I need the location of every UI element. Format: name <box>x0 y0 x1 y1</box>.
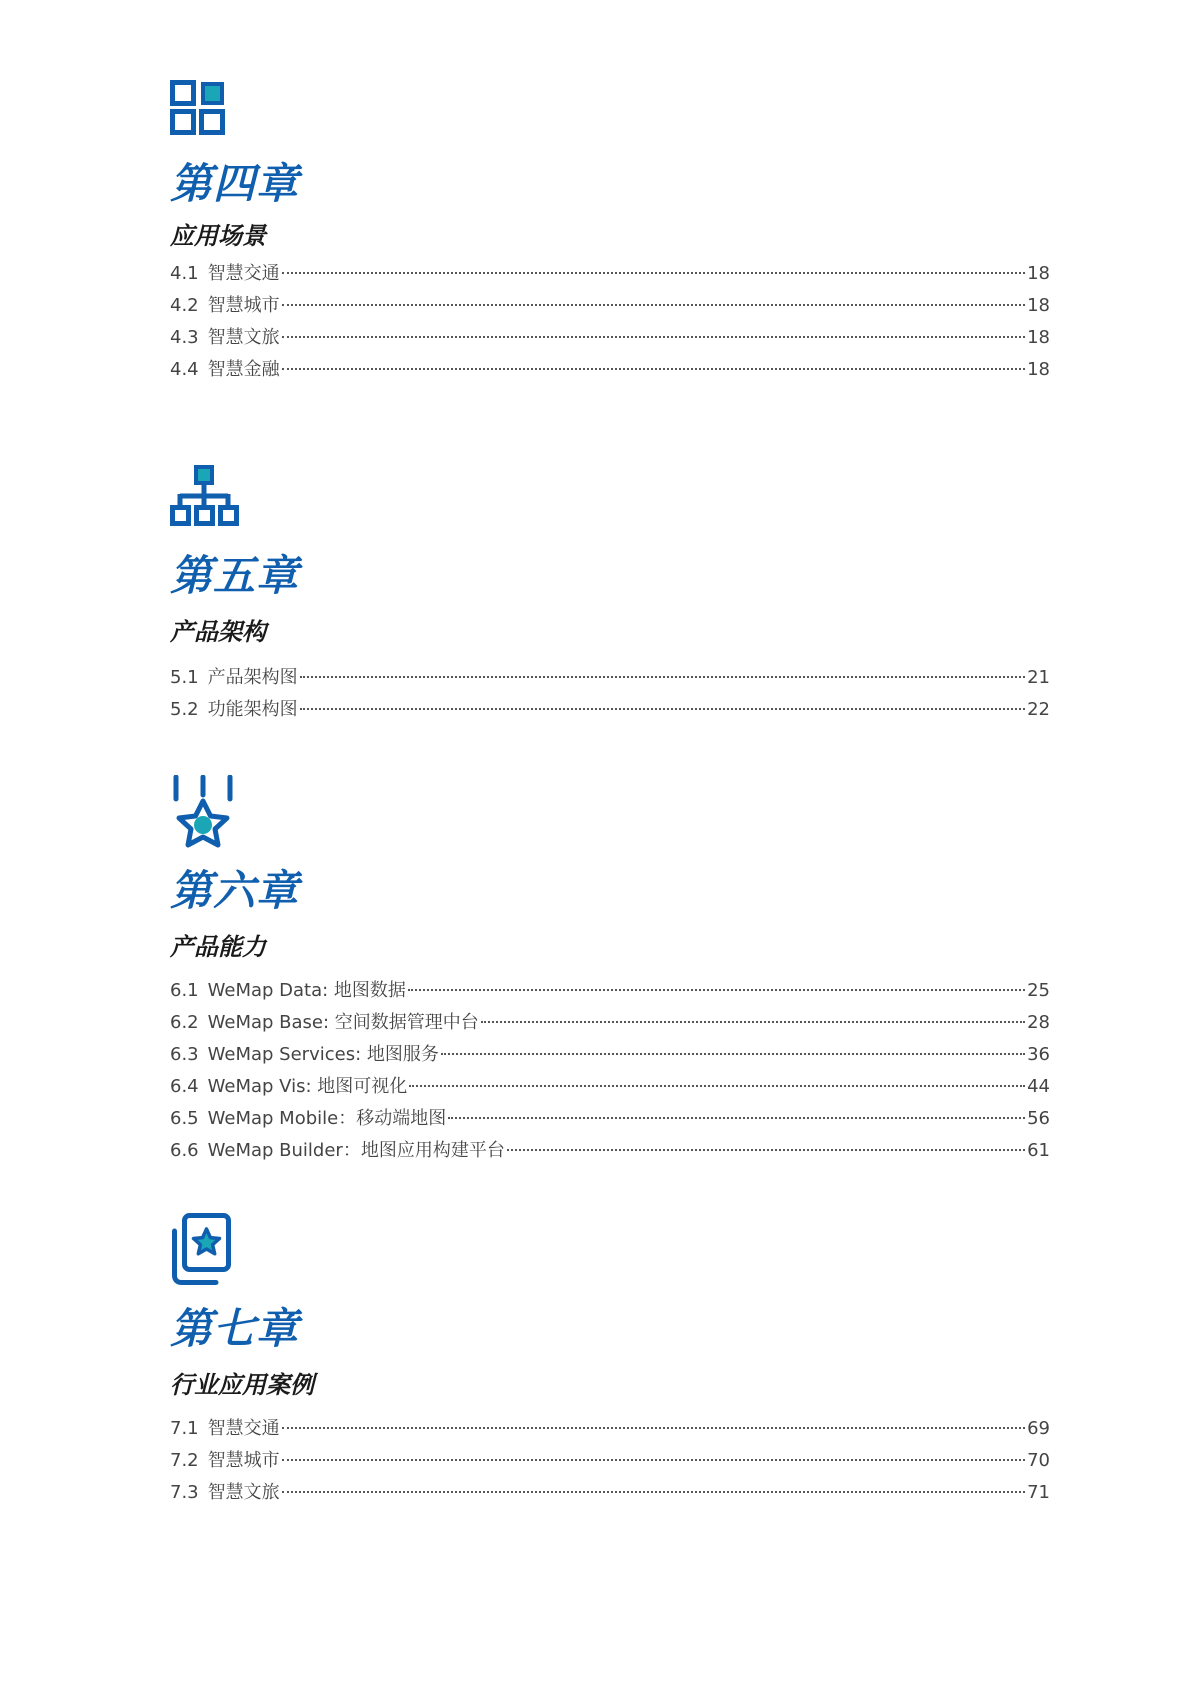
toc-list <box>170 1413 1050 1509</box>
toc-number: 6.5 <box>170 1108 199 1129</box>
toc-item[interactable] <box>170 975 1050 1007</box>
toc-item[interactable] <box>170 1039 1050 1071</box>
toc-number: 6.4 <box>170 1076 199 1097</box>
toc-number: 5.2 <box>170 699 199 720</box>
toc-label: 功能架构图 <box>207 699 298 720</box>
toc-leader-dots <box>282 1491 1025 1493</box>
toc-page-number: 36 <box>1027 1044 1050 1065</box>
toc-label: 智慧金融 <box>207 359 280 380</box>
toc-label: 智慧城市 <box>207 1450 280 1471</box>
star-card-icon <box>170 1213 232 1285</box>
toc-leader-dots <box>282 368 1025 370</box>
toc-leader-dots <box>300 708 1025 710</box>
toc-leader-dots <box>448 1117 1025 1119</box>
toc-page-number: 22 <box>1027 699 1050 720</box>
chapter-subtitle: 产品能力 <box>170 933 266 961</box>
toc-item[interactable] <box>170 694 1050 726</box>
toc-number: 4.1 <box>170 263 199 284</box>
toc-list <box>170 975 1050 1167</box>
toc-leader-dots <box>282 336 1025 338</box>
toc-item[interactable] <box>170 1135 1050 1167</box>
toc-leader-dots <box>408 989 1025 991</box>
toc-page-number: 21 <box>1027 667 1050 688</box>
toc-page-number: 44 <box>1027 1076 1050 1097</box>
toc-label: 产品架构图 <box>207 667 298 688</box>
toc-leader-dots <box>282 304 1025 306</box>
toc-item[interactable] <box>170 258 1050 290</box>
chapter-subtitle: 应用场景 <box>170 222 266 250</box>
chapter-title: 第七章 <box>170 1304 300 1353</box>
toc-label: WeMap Services: 地图服务 <box>207 1044 439 1065</box>
toc-list <box>170 662 1050 726</box>
toc-label: 智慧城市 <box>207 295 280 316</box>
chapter-subtitle: 产品架构 <box>170 618 266 646</box>
toc-item[interactable] <box>170 1103 1050 1135</box>
toc-item[interactable] <box>170 1477 1050 1509</box>
chapter-6 <box>170 775 1050 1167</box>
toc-label: WeMap Mobile：移动端地图 <box>207 1108 447 1129</box>
toc-label: 智慧交通 <box>207 1418 280 1439</box>
toc-number: 6.2 <box>170 1012 199 1033</box>
toc-item[interactable] <box>170 1007 1050 1039</box>
toc-number: 4.3 <box>170 327 199 348</box>
toc-label: 智慧文旅 <box>207 1482 280 1503</box>
toc-number: 6.6 <box>170 1140 199 1161</box>
chapter-title: 第六章 <box>170 866 300 915</box>
toc-item[interactable] <box>170 1413 1050 1445</box>
chapter-title: 第四章 <box>170 159 300 208</box>
toc-label: WeMap Vis: 地图可视化 <box>207 1076 408 1097</box>
toc-leader-dots <box>282 1459 1025 1461</box>
toc-number: 4.2 <box>170 295 199 316</box>
toc-leader-dots <box>481 1021 1025 1023</box>
toc-page-number: 61 <box>1027 1140 1050 1161</box>
toc-page-number: 56 <box>1027 1108 1050 1129</box>
toc-page-number: 69 <box>1027 1418 1050 1439</box>
toc-page-number: 18 <box>1027 359 1050 380</box>
toc-leader-dots <box>507 1149 1025 1151</box>
toc-page-number: 25 <box>1027 980 1050 1001</box>
toc-page-number: 71 <box>1027 1482 1050 1503</box>
toc-page-number: 18 <box>1027 327 1050 348</box>
chapter-7 <box>170 1213 1050 1509</box>
toc-leader-dots <box>300 676 1025 678</box>
toc-page-number: 18 <box>1027 295 1050 316</box>
toc-number: 7.2 <box>170 1450 199 1471</box>
toc-item[interactable] <box>170 662 1050 694</box>
toc-item[interactable] <box>170 1445 1050 1477</box>
toc-leader-dots <box>282 1427 1025 1429</box>
toc-label: WeMap Data: 地图数据 <box>207 980 406 1001</box>
toc-item[interactable] <box>170 290 1050 322</box>
chapter-5 <box>170 462 1050 726</box>
toc-page-number: 70 <box>1027 1450 1050 1471</box>
toc-item[interactable] <box>170 354 1050 386</box>
toc-list <box>170 258 1050 386</box>
chapter-4 <box>170 80 1050 386</box>
toc-page-number: 18 <box>1027 263 1050 284</box>
toc-item[interactable] <box>170 322 1050 354</box>
toc-number: 5.1 <box>170 667 199 688</box>
chapter-subtitle: 行业应用案例 <box>170 1371 314 1399</box>
toc-leader-dots <box>409 1085 1025 1087</box>
toc-label: 智慧交通 <box>207 263 280 284</box>
toc-leader-dots <box>282 272 1025 274</box>
toc-label: 智慧文旅 <box>207 327 280 348</box>
toc-item[interactable] <box>170 1071 1050 1103</box>
hierarchy-icon <box>170 462 240 530</box>
toc-leader-dots <box>441 1053 1025 1055</box>
toc-number: 6.3 <box>170 1044 199 1065</box>
grid-icon <box>170 80 226 136</box>
toc-label: WeMap Builder：地图应用构建平台 <box>207 1140 505 1161</box>
toc-page-number: 28 <box>1027 1012 1050 1033</box>
toc-number: 6.1 <box>170 980 199 1001</box>
star-rays-icon <box>170 775 236 855</box>
toc-number: 7.3 <box>170 1482 199 1503</box>
toc-number: 4.4 <box>170 359 199 380</box>
toc-number: 7.1 <box>170 1418 199 1439</box>
chapter-title: 第五章 <box>170 551 300 600</box>
toc-label: WeMap Base: 空间数据管理中台 <box>207 1012 479 1033</box>
